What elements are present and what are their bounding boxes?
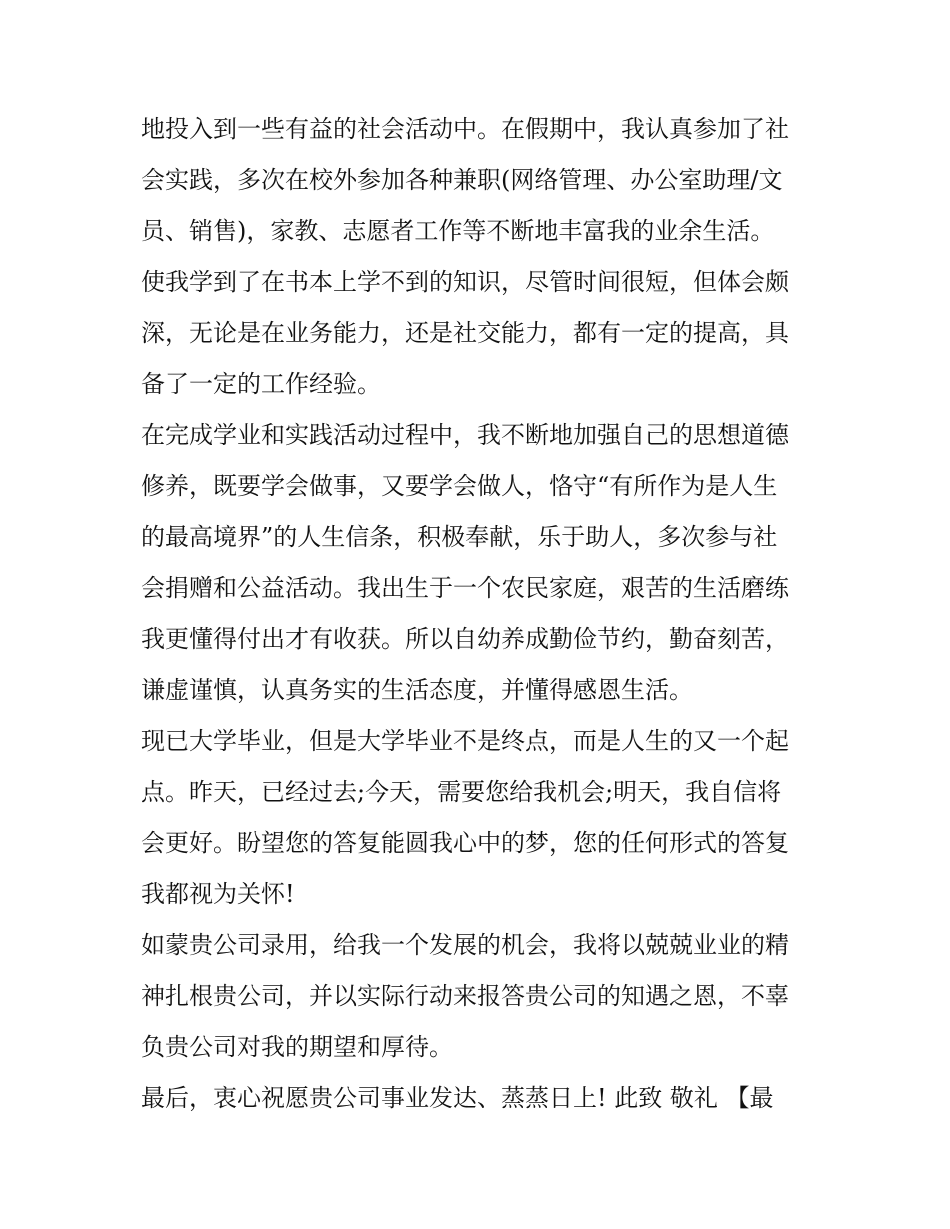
text-line: 我都视为关怀! xyxy=(141,880,295,908)
text-line: 使我学到了在书本上学不到的知识，尽管时间很短，但体会颇 xyxy=(141,268,789,296)
text-line: 现已大学毕业，但是大学毕业不是终点，而是人生的又一个起 xyxy=(141,727,789,755)
text-line: 会更好。盼望您的答复能圆我心中的梦，您的任何形式的答复 xyxy=(141,829,789,857)
text-line: 我更懂得付出才有收获。所以自幼养成勤俭节约，勤奋刻苦， xyxy=(141,625,789,653)
text-line: 地投入到一些有益的社会活动中。在假期中，我认真参加了社 xyxy=(141,115,789,143)
document-body xyxy=(141,104,813,1124)
text-line: 谦虚谨慎，认真务实的生活态度，并懂得感恩生活。 xyxy=(141,676,693,704)
text-line: 的最高境界”的人生信条，积极奉献，乐于助人，多次参与社 xyxy=(141,523,778,551)
text-line: 在完成学业和实践活动过程中，我不断地加强自己的思想道德 xyxy=(141,421,789,449)
text-line: 神扎根贵公司，并以实际行动来报答贵公司的知遇之恩，不辜 xyxy=(141,982,789,1010)
text-line: 深，无论是在业务能力，还是社交能力，都有一定的提高，具 xyxy=(141,319,789,347)
text-line: 会捐赠和公益活动。我出生于一个农民家庭，艰苦的生活磨练 xyxy=(141,574,789,602)
text-line: 负贵公司对我的期望和厚待。 xyxy=(141,1033,453,1061)
text-line: 会实践，多次在校外参加各种兼职(网络管理、办公室助理/文 xyxy=(141,166,783,194)
text-line: 备了一定的工作经验。 xyxy=(141,370,381,398)
text-line: 员、销售)，家教、志愿者工作等不断地丰富我的业余生活。 xyxy=(141,217,775,245)
text-line: 如蒙贵公司录用，给我一个发展的机会，我将以兢兢业业的精 xyxy=(141,931,789,959)
text-line: 点。昨天，已经过去;今天，需要您给我机会;明天，我自信将 xyxy=(141,778,782,806)
text-line: 最后，衷心祝愿贵公司事业发达、蒸蒸日上! 此致 敬礼 【最 xyxy=(141,1084,774,1112)
text-line: 修养，既要学会做事，又要学会做人，恪守“有所作为是人生 xyxy=(141,472,778,500)
